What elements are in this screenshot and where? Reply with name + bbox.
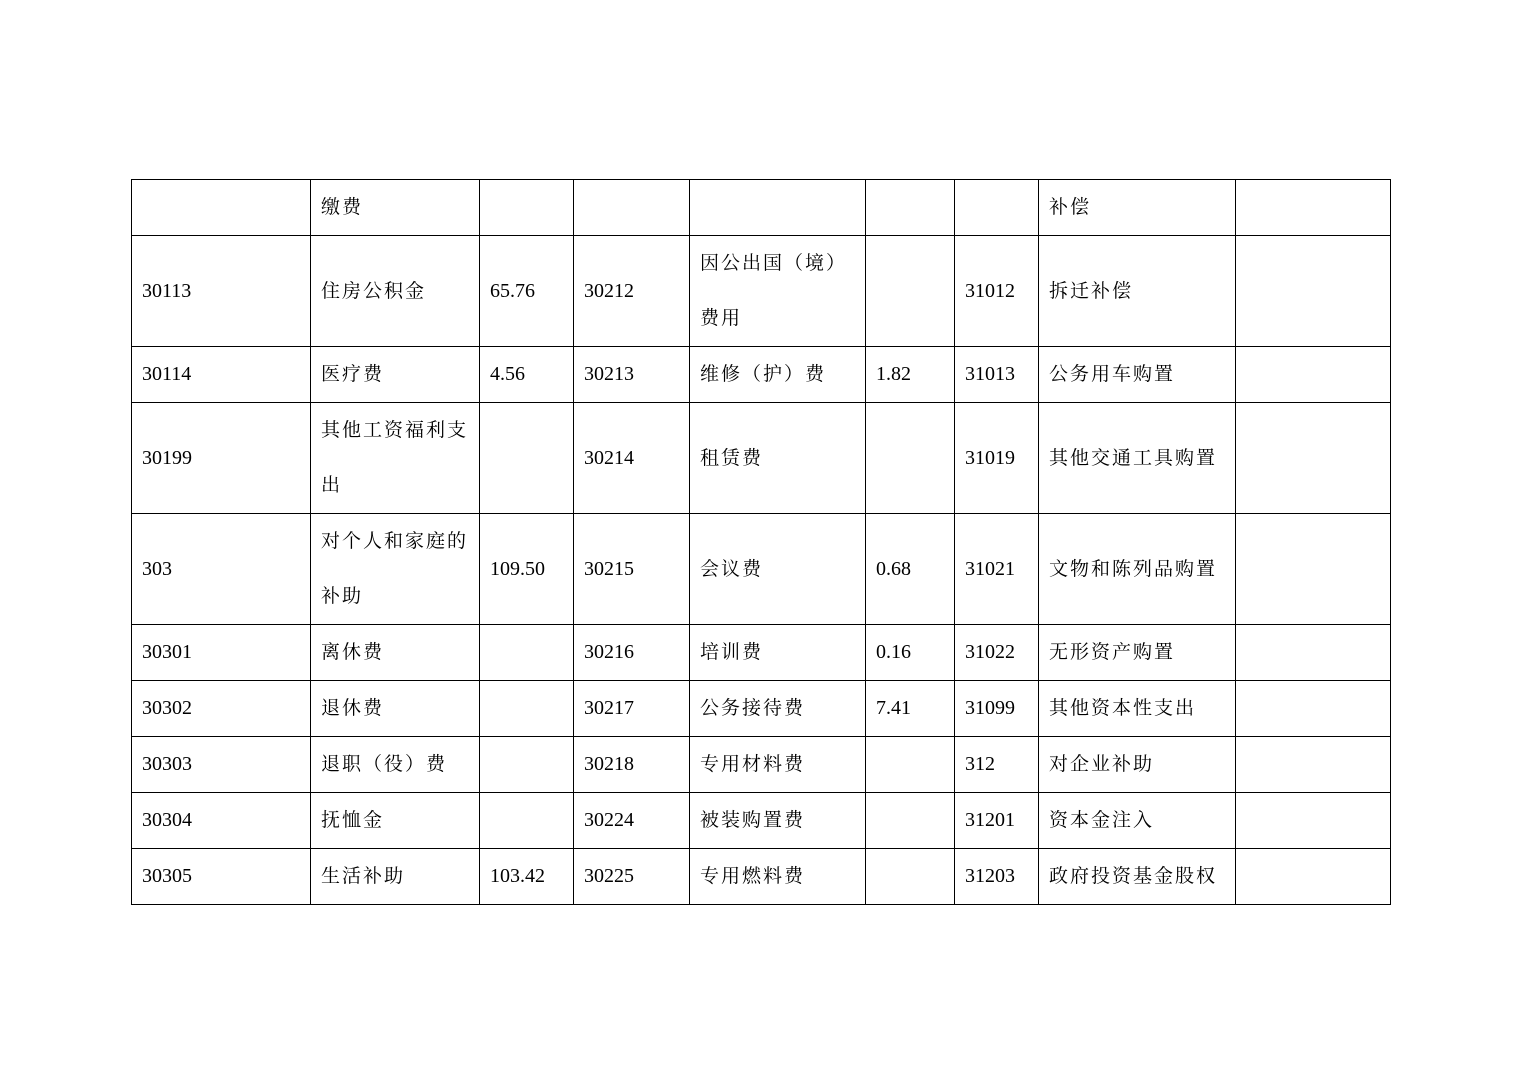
econ-code-cell — [955, 180, 1039, 236]
econ-item-cell: 租赁费 — [690, 403, 866, 514]
econ-item-cell: 对个人和家庭的补助 — [311, 514, 480, 625]
amount-cell — [1236, 625, 1391, 681]
table-row — [132, 625, 1391, 681]
econ-code-cell: 30305 — [132, 849, 311, 905]
amount-cell — [480, 403, 574, 514]
econ-code-cell: 30302 — [132, 681, 311, 737]
amount-cell — [1236, 180, 1391, 236]
amount-cell — [1236, 681, 1391, 737]
econ-code-cell: 30217 — [574, 681, 690, 737]
econ-item-cell: 公务接待费 — [690, 681, 866, 737]
econ-item-cell: 医疗费 — [311, 347, 480, 403]
amount-cell: 4.56 — [480, 347, 574, 403]
econ-item-cell: 缴费 — [311, 180, 480, 236]
econ-code-cell — [574, 180, 690, 236]
econ-item-cell: 专用燃料费 — [690, 849, 866, 905]
econ-code-cell: 30224 — [574, 793, 690, 849]
table-row — [132, 681, 1391, 737]
econ-item-cell: 培训费 — [690, 625, 866, 681]
econ-code-cell: 31201 — [955, 793, 1039, 849]
econ-code-cell: 30213 — [574, 347, 690, 403]
econ-item-cell: 生活补助 — [311, 849, 480, 905]
econ-code-cell: 31019 — [955, 403, 1039, 514]
econ-item-cell: 退职（役）费 — [311, 737, 480, 793]
amount-cell: 7.41 — [866, 681, 955, 737]
econ-code-cell: 30301 — [132, 625, 311, 681]
amount-cell: 65.76 — [480, 236, 574, 347]
econ-item-cell: 补偿 — [1039, 180, 1236, 236]
econ-code-cell: 30212 — [574, 236, 690, 347]
econ-item-cell: 政府投资基金股权 — [1039, 849, 1236, 905]
econ-code-cell: 30113 — [132, 236, 311, 347]
amount-cell — [1236, 236, 1391, 347]
amount-cell — [866, 849, 955, 905]
table-row — [132, 737, 1391, 793]
amount-cell — [1236, 347, 1391, 403]
table-row — [132, 180, 1391, 236]
amount-cell: 0.68 — [866, 514, 955, 625]
econ-code-cell: 30214 — [574, 403, 690, 514]
amount-cell — [1236, 737, 1391, 793]
amount-cell: 0.16 — [866, 625, 955, 681]
econ-code-cell: 30303 — [132, 737, 311, 793]
econ-item-cell: 资本金注入 — [1039, 793, 1236, 849]
table-row — [132, 514, 1391, 625]
amount-cell — [480, 681, 574, 737]
econ-code-cell: 31012 — [955, 236, 1039, 347]
econ-code-cell: 31013 — [955, 347, 1039, 403]
econ-item-cell: 文物和陈列品购置 — [1039, 514, 1236, 625]
amount-cell — [1236, 403, 1391, 514]
table-row — [132, 793, 1391, 849]
econ-code-cell: 31022 — [955, 625, 1039, 681]
econ-code-cell: 30215 — [574, 514, 690, 625]
amount-cell: 1.82 — [866, 347, 955, 403]
econ-code-cell: 30199 — [132, 403, 311, 514]
table-row — [132, 236, 1391, 347]
expenditure-table — [131, 179, 1391, 905]
econ-code-cell: 30216 — [574, 625, 690, 681]
econ-item-cell: 被装购置费 — [690, 793, 866, 849]
econ-item-cell: 因公出国（境）费用 — [690, 236, 866, 347]
econ-item-cell: 公务用车购置 — [1039, 347, 1236, 403]
econ-code-cell: 31099 — [955, 681, 1039, 737]
amount-cell — [1236, 793, 1391, 849]
econ-code-cell: 303 — [132, 514, 311, 625]
econ-code-cell: 31021 — [955, 514, 1039, 625]
econ-code-cell: 30225 — [574, 849, 690, 905]
econ-code-cell: 31203 — [955, 849, 1039, 905]
econ-item-cell: 会议费 — [690, 514, 866, 625]
amount-cell — [480, 180, 574, 236]
amount-cell — [866, 737, 955, 793]
amount-cell — [1236, 514, 1391, 625]
amount-cell — [866, 180, 955, 236]
table-row — [132, 849, 1391, 905]
amount-cell — [480, 737, 574, 793]
econ-item-cell: 维修（护）费 — [690, 347, 866, 403]
econ-item-cell: 抚恤金 — [311, 793, 480, 849]
table-row — [132, 347, 1391, 403]
econ-item-cell: 其他交通工具购置 — [1039, 403, 1236, 514]
econ-item-cell: 专用材料费 — [690, 737, 866, 793]
amount-cell: 103.42 — [480, 849, 574, 905]
econ-code-cell: 30218 — [574, 737, 690, 793]
econ-item-cell: 住房公积金 — [311, 236, 480, 347]
econ-item-cell: 其他资本性支出 — [1039, 681, 1236, 737]
econ-code-cell — [132, 180, 311, 236]
econ-item-cell — [690, 180, 866, 236]
econ-item-cell: 无形资产购置 — [1039, 625, 1236, 681]
econ-item-cell: 其他工资福利支出 — [311, 403, 480, 514]
econ-item-cell: 离休费 — [311, 625, 480, 681]
amount-cell — [866, 403, 955, 514]
amount-cell — [480, 625, 574, 681]
amount-cell — [480, 793, 574, 849]
amount-cell — [1236, 849, 1391, 905]
econ-code-cell: 30114 — [132, 347, 311, 403]
econ-item-cell: 拆迁补偿 — [1039, 236, 1236, 347]
table-row — [132, 403, 1391, 514]
econ-code-cell: 30304 — [132, 793, 311, 849]
econ-code-cell: 312 — [955, 737, 1039, 793]
amount-cell: 109.50 — [480, 514, 574, 625]
econ-item-cell: 退休费 — [311, 681, 480, 737]
amount-cell — [866, 793, 955, 849]
amount-cell — [866, 236, 955, 347]
econ-item-cell: 对企业补助 — [1039, 737, 1236, 793]
